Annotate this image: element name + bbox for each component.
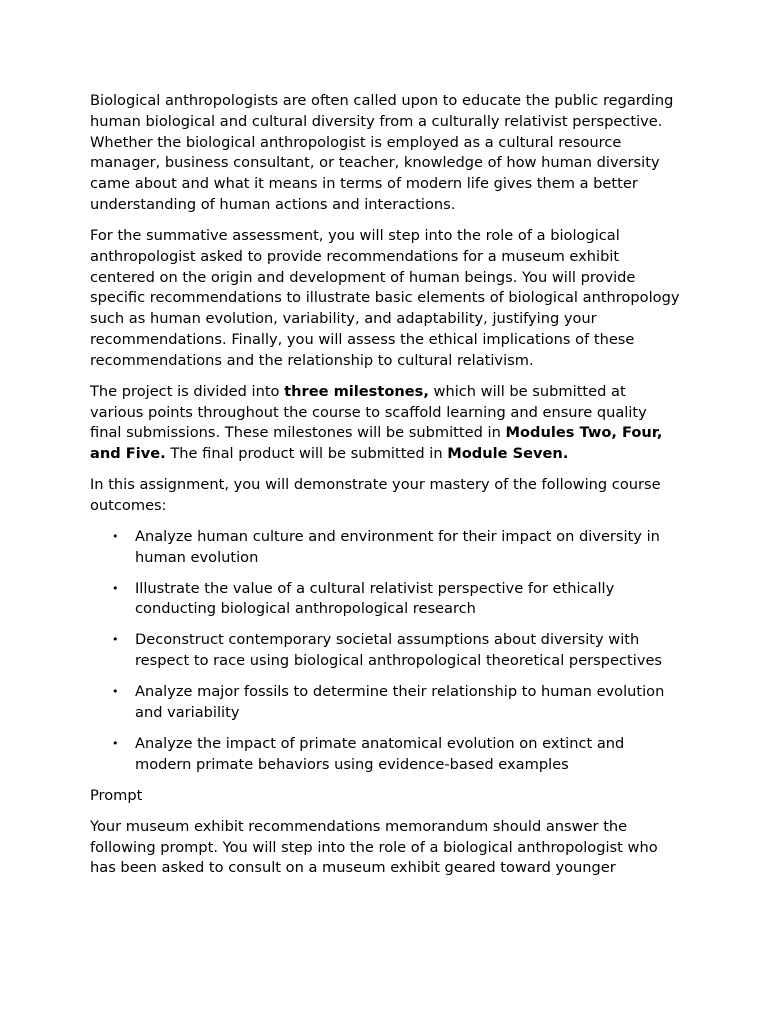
project-text-3: The final product will be submitted in — [165, 445, 448, 463]
outcome-item — [90, 527, 680, 569]
outcome-item — [90, 630, 680, 672]
outcome-text: Analyze major fossils to determine their relationship to human evolution and variability — [135, 683, 665, 722]
three-milestones-emphasis: three milestones, — [284, 382, 429, 400]
outcome-item — [90, 682, 680, 724]
outcome-item — [90, 734, 680, 776]
outcome-text: Deconstruct contemporary societal assumptions about diversity with respect to race using biological anthropological theoretical perspectives — [135, 631, 663, 670]
bullet-icon: • — [112, 737, 119, 751]
bullet-icon: • — [112, 685, 119, 699]
bullet-icon: • — [112, 581, 119, 595]
outcome-text: Illustrate the value of a cultural relativist perspective for ethically conducting biological anthropological research — [135, 579, 615, 618]
final-module-emphasis: Module Seven. — [447, 445, 569, 463]
milestone-modules-emphasis: Modules Two, Four, and Five. — [90, 424, 663, 463]
document-page — [90, 91, 680, 889]
prompt-heading: Prompt — [90, 786, 143, 804]
outcome-item — [90, 579, 680, 621]
outcome-text: Analyze human culture and environment for their impact on diversity in human evolution — [135, 527, 660, 566]
outcome-text: Analyze the impact of primate anatomical evolution on extinct and modern primate behaviors using evidence-based examples — [135, 735, 625, 773]
bullet-icon: • — [112, 633, 119, 647]
project-text-2: which will be submitted at various points throughout the course to scaffold learning and ensure quality final submissions. These milestones will be submitted in — [90, 382, 647, 442]
course-outcomes-list — [90, 527, 680, 776]
prompt-paragraph: Your museum exhibit recommendations memorandum should answer the following prompt. You will step into the role of a biological anthropologist who has been asked to consult on a museum exhibit geared toward younger — [90, 817, 658, 877]
project-milestones-paragraph — [90, 382, 680, 465]
bullet-icon: • — [112, 529, 119, 543]
project-text-1: The project is divided into — [90, 382, 285, 400]
intro-paragraph: Biological anthropologists are often called upon to educate the public regarding human biological and cultural diversity from a culturally relativist perspective. Whether the biological anthropologist is employed as a cultural resource manager, business consultant, or teacher, knowledge of how human diversity came about and what it means in terms of modern life gives them a better understanding of human actions and interactions. — [90, 92, 674, 213]
summative-assessment-paragraph: For the summative assessment, you will step into the role of a biological anthropologist asked to provide recommendations for a museum exhibit centered on the origin and development of human beings. You will provide specific recommendations to illustrate basic elements of biological anthropology such as human evolution, variability, and adaptability, justifying your recommendations. Finally, you will assess the ethical implications of these recommendations and the relationship to cultural relativism. — [90, 226, 680, 369]
outcomes-intro-paragraph: In this assignment, you will demonstrate your mastery of the following course outcomes: — [90, 476, 661, 514]
